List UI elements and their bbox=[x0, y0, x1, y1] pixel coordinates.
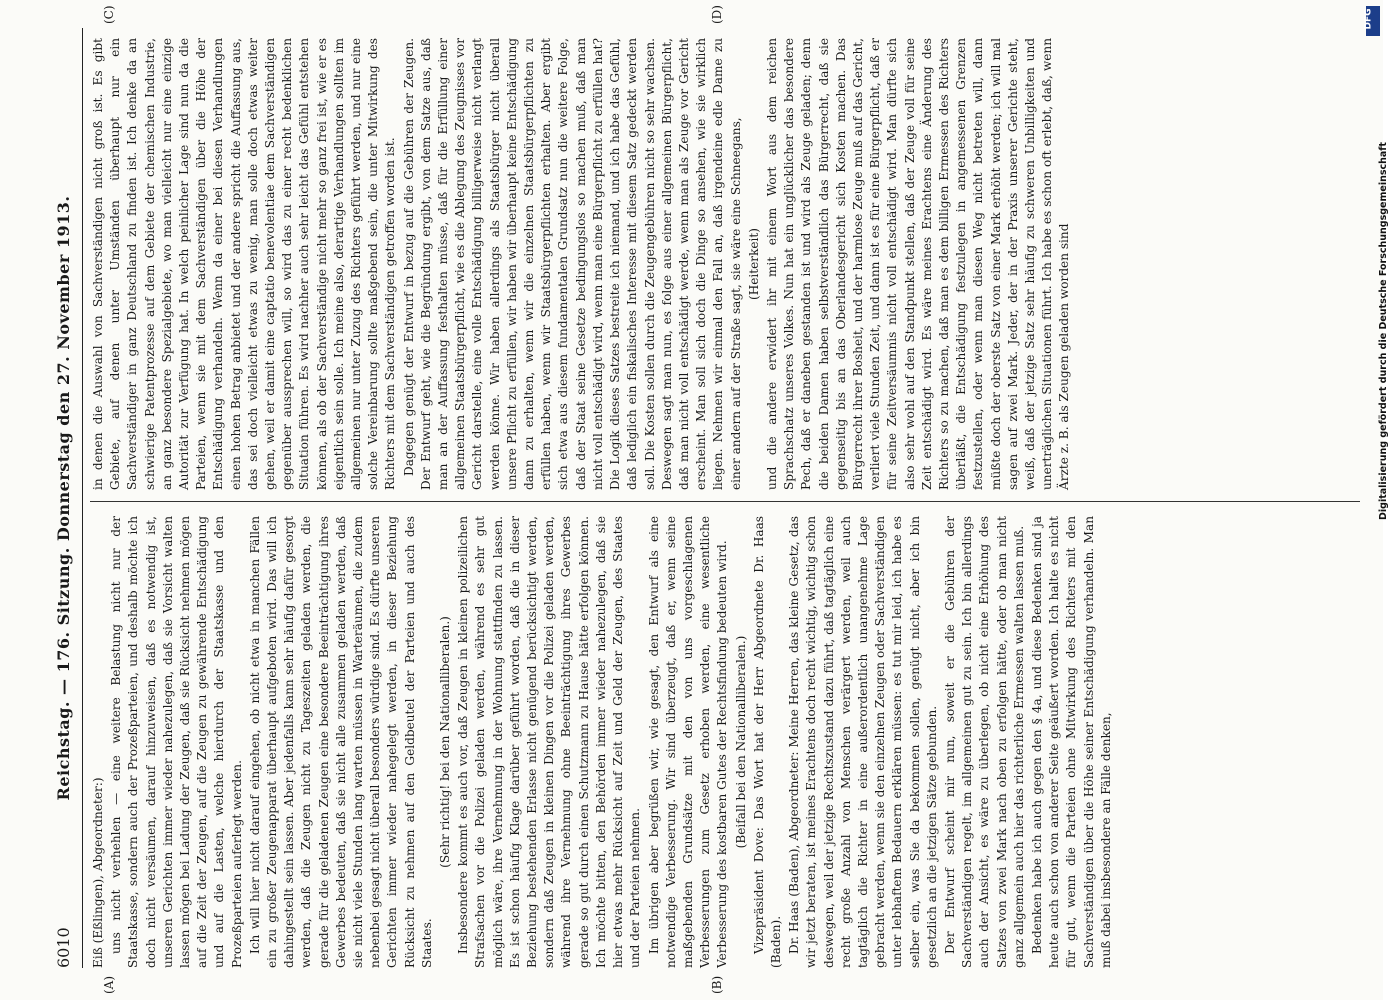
header-rule bbox=[82, 28, 83, 968]
page-title: Reichstag. — 176. Sitzung. Donnerstag den 27. November 1913. bbox=[54, 195, 73, 801]
page-number: 6010 bbox=[54, 927, 73, 968]
right-column bbox=[90, 38, 1360, 490]
paragraph: Ich will hier nicht darauf eingehen, ob nicht etwa in manchen Fällen ein zu großer Zeugenapparat überhaupt aufgeboten wird. Das will ich dahingestellt sein lassen. Aber jedenfalls kann sehr häufig dafür gesorgt werden, daß die Zeugen nicht zu Tageszeiten geladen werden, die gerade für die geladenen Zeugen eine besondere Beeinträchtigung ihres Gewerbes bedeuten, daß sie nicht alle zusammen geladen werden, daß sie nicht viele Stunden lang warten müssen in Warteräumen, die zudem nebenbei gesagt nicht überall besonders würdige sind. Es dürfte unseren Gerichten immer wieder nahegelegt werden, in dieser Beziehung Rücksicht zu nehmen auf den Geldbeutel der Parteien und auch des Staates. bbox=[247, 516, 434, 968]
paragraph: und die andere erwidert ihr mit einem Wort aus dem reichen Sprachschatz unseres Volkes. Nun hat ein unglücklicher das besondere Pech, daß er daneben gestanden ist und wird als Zeuge geladen; denn die beiden Damen haben selbstverständlich das Bürgerrecht, daß sie gegenseitig bis an das Oberlandesgericht sich Kosten machen. Das Bürgerrecht ihrer Bosheit, und der harmlose Zeuge muß auf das Gericht, verliert viele Stunden Zeit, und dann ist es für eine Bürgerpflicht, daß er für seine Zeitversäumnis nicht voll entschädigt wird. Man dürfte sich also sehr wohl auf den Standpunkt stellen, daß der Zeuge voll für seine Zeit entschädigt wird. Es wäre meines Erachtens eine Änderung des Richters so zu machen, daß man es dem billigen Ermessen des Richters überläßt, die Entschädigung festzulegen in angemessenen Grenzen festzustellen, oder wenn man diesen Weg nicht betreten will, dann müßte doch der oberste Satz von einer Mark erhöht werden; ich will mal sagen auf zwei Mark. Jeder, der in der Praxis unserer Gerichte steht, weiß, daß der jetzige Satz sehr häufig zu schweren Unbilligkeiten und unerträglichen Situationen führt. Ich habe es schon oft erlebt, daß, wenn Ärzte z. B. als Zeugen geladen worden sind bbox=[764, 38, 1072, 490]
paragraph: Dr. Haas (Baden), Abgeordneter: Meine Herren, das kleine Gesetz, das wir jetzt beraten, ist meines Erachtens doch recht wichtig, wichtig schon deswegen, weil der jetzige Rechtszustand dazu führt, daß tagtäglich eine recht große Anzahl von Menschen verärgert werden, weil auch tagtäglich die Richter in eine außerordentlich unangenehme Lage gebracht werden, wenn sie den einzelnen Zeugen oder Sachverständigen unter lebhaftem Bedauern erklären müssen: es tut mir leid, ich habe es selber ein, was Sie da bekommen sollen, genügt nicht, aber ich bin gesetzlich an die jetzigen Sätze gebunden. bbox=[787, 516, 939, 968]
left-column bbox=[90, 516, 1360, 968]
margin-marker-a: (A) bbox=[102, 975, 116, 994]
paragraph: Der Entwurf scheint mir nun, soweit er die Gebühren der Sachverständigen regelt, im allgemeinen gut zu sein. Ich bin allerdings auch der Ansicht, es wäre zu überlegen, ob nicht eine Erhöhung des Satzes von zwei Mark nach oben zu erfolgen hätte, oder ob man nicht ganz allgemein auch hier das richterliche Ermessen walten lassen muß. bbox=[942, 516, 1026, 968]
interjection: (Heiterkeit) bbox=[746, 227, 761, 301]
speaker-note: Eiß (Eßlingen), Abgeordneter:) bbox=[91, 777, 105, 968]
paragraph: uns nicht verhehlen — eine weitere Belastung nicht nur der Staatskasse, sondern auch der Prozeßparteien, und deshalb möchte ich doch nicht versäumen, darauf hinzuweisen, daß es notwendig ist, unseren Gerichten immer wieder nahezulegen, daß sie Vorsicht walten lassen mögen bei Ladung der Zeugen, daß sie Rücksicht nehmen mögen auf die Zeit der Zeugen, auf die Zeugen zu gewährende Entschädigung und auf die Lasten, welche hierdurch der Staatskasse und den Prozeßparteien auferlegt werden. bbox=[109, 516, 244, 968]
interjection: (Sehr richtig! bei den Nationalliberalen.) bbox=[438, 616, 453, 868]
paragraph: in denen die Auswahl von Sachverständigen nicht groß ist. Es gibt Gebiete, auf denen unter Umständen überhaupt nur ein Sachverständiger in ganz Deutschland zu finden ist. Ich denke da an schwierige Patentprozesse auf dem Gebiete der chemischen Industrie, an ganz besondere Spezialgebiete, wo man vielleicht nur eine einzige Autorität zur Verfügung hat. In welch peinlicher Lage sind nun da die Parteien, wenn sie mit dem Sachverständigen über die Höhe der Entschädigung verhandeln. Wenn da einer bei diesen Verhandlungen einen hohen Betrag anbietet und der andere spricht die Auffassung aus, das sei doch vielleicht etwas zu wenig, man solle doch etwas weiter gehen, weil er damit eine captatio benevolentiae dem Sachverständigen gegenüber aussprechen will, so wird das zu einer recht bedenklichen Situation führen. Es wird nachher auch sehr leicht das Gefühl entstehen können, als ob der Sachverständige nicht mehr so ganz frei ist, wie er es eigentlich sein solle. Ich meine also, derartige Verhandlungen sollten im allgemeinen nur unter Zuzug des Richters geführt werden, und nur eine solche Vereinbarung sollte maßgebend sein, die unter Mitwirkung des Richters mit dem Sachverständigen getroffen worden ist. bbox=[91, 38, 398, 490]
paragraph: Im übrigen aber begrüßen wir, wie gesagt, den Entwurf als eine notwendige Verbesserung. Wir sind überzeugt, daß er, wenn seine maßgebenden Grundsätze mit den von uns vorgeschlagenen Verbesserungen zum Gesetz erhoben werden, eine wesentliche Verbesserung des kostbaren Gutes der Rechtsfindung bedeuten wird. bbox=[646, 516, 730, 968]
interjection: (Beifall bei den Nationalliberalen.) bbox=[733, 635, 748, 849]
page-header bbox=[50, 28, 78, 968]
paragraph: Insbesondere kommt es auch vor, daß Zeugen in kleinen polizeilichen Strafsachen vor die Polizei geladen werden, während es sehr gut möglich wäre, ihre Vernehmung in der Wohnung stattfinden zu lassen. Es ist schon häufig Klage darüber geführt worden, daß die in dieser Beziehung bestehenden Erlasse nicht genügend berücksichtigt werden, sondern daß Zeugen in kleinen Dingen vor die Polizei geladen werden, während ihre Vernehmung ohne Beeinträchtigung ihres Gewerbes gerade so gut durch einen Schutzmann zu Hause hätte erfolgen können. Ich möchte bitten, den Behörden immer wieder nahezulegen, daß sie hier etwas mehr Rücksicht auf Zeit und Geld der Zeugen, des Staates und der Parteien nehmen. bbox=[456, 516, 643, 968]
paragraph: Dagegen genügt der Entwurf in bezug auf die Gebühren der Zeugen. Der Entwurf geht, wie die Begründung ergibt, von dem Satze aus, daß man an der Auffassung festhalten müsse, daß für die Erfüllung einer allgemeinen Staatsbürgerpflicht, wie es die Ablegung des Zeugnisses vor Gericht darstelle, eine volle Entschädigung billigerweise nicht verlangt werden könne. Wir haben allerdings als Staatsbürger nicht überall unsere Pflicht zu erfüllen, wir haben wir überhaupt keine Entschädigung dann zu erhalten, wenn wir die einzelnen Staatsbürgerpflichten zu erfüllen haben, wenn wir Staatsbürgerpflichten erhalten. Aber ergibt sich etwa aus diesem fundamentalen Grundsatz nun die weitere Folge, daß der Staat seine Gesetze bedingungslos so machen muß, daß man nicht voll entschädigt wird, wenn man eine Bürgerpflicht zu erfüllen hat? Die Logik dieses Satzes bestreite ich niemand, und ich habe das Gefühl, daß lediglich ein fiskalisches Interesse mit diesem Satz gedeckt werden soll. Die Kosten sollen durch die Zeugengebühren nicht so sehr wachsen. Deswegen sagt man nun, es folge aus einer allgemeinen Bürgerpflicht, daß man nicht voll entschädigt werde, wenn man als Zeuge vor Gericht erscheint. Man soll sich doch die Dinge so ansehen, wie sie wirklich liegen. Nehmen wir einmal den Fall an, daß irgendeine edle Dame zu einer andern auf der Straße sagt, sie wäre eine Schneegans, bbox=[401, 38, 743, 490]
margin-marker-d: (D) bbox=[710, 5, 724, 24]
margin-marker-b: (B) bbox=[710, 975, 724, 994]
paragraph: Bedenken habe ich auch gegen den § 4a, und diese Bedenken sind ja heute auch schon von anderer Seite geäußert worden. Ich halte es nicht für gut, wenn die Parteien ohne Mitwirkung des Richters mit den Sachverständigen über die Höhe seiner Entschädigung verhandeln. Man muß dabei insbesondere an Fälle denken, bbox=[1029, 516, 1113, 968]
funding-note: Digitalisierung gefördert durch die Deutsche Forschungsgemeinschaft bbox=[1378, 142, 1389, 520]
dfg-logo-text: DFG bbox=[1363, 8, 1374, 30]
paragraph: Vizepräsident Dove: Das Wort hat der Herr Abgeordnete Dr. Haas (Baden). bbox=[751, 516, 783, 968]
column-divider bbox=[90, 501, 1360, 502]
margin-marker-c: (C) bbox=[102, 5, 116, 24]
